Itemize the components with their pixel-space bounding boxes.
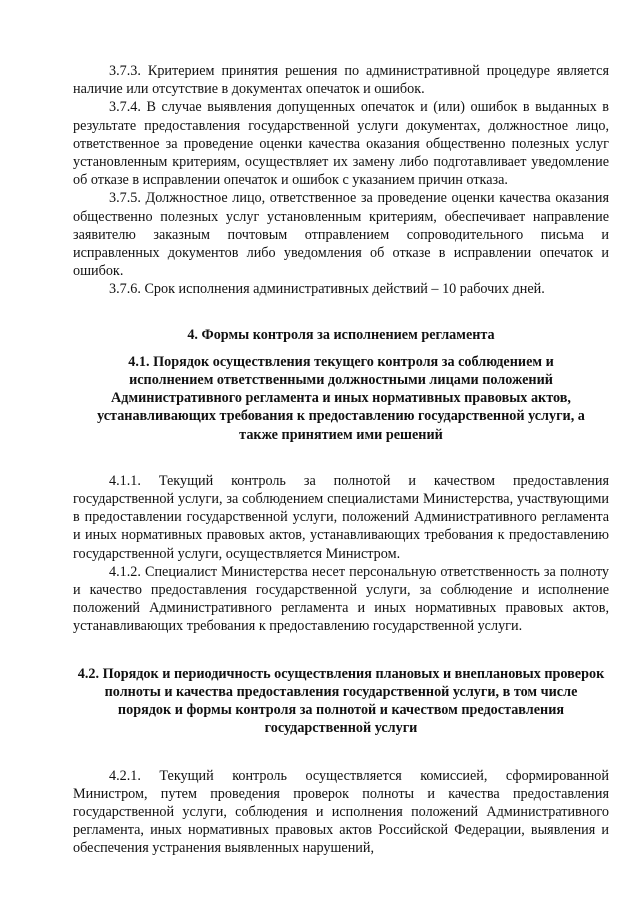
paragraph-3-7-6: 3.7.6. Срок исполнения административных действий – 10 рабочих дней. xyxy=(109,281,545,298)
section-4-heading: 4. Формы контроля за исполнением регламента xyxy=(187,326,495,343)
paragraph-3-7-5: 3.7.5. Должностное лицо, ответственное за проведение оценки качества оказания общественно полезных услуг установленным критериям, обеспечивает направление заявителю заказным почтовым отправлением сопроводительного письма и исправленных документов либо уведомления об отказе в исправлении опечаток и ошибок. xyxy=(73,190,609,280)
paragraph-4-1-2: 4.1.2. Специалист Министерства несет персональную ответственность за полноту и качество предоставления государственной услуги, за соблюдение и исполнение положений Административного регламента и иных нормативных правовых актов, устанавливающих требования к предоставлению государственной услуги. xyxy=(73,563,609,635)
paragraph-3-7-4: 3.7.4. В случае выявления допущенных опечаток и (или) ошибок в выданных в результате предоставления государственной услуги документах, должностное лицо, ответственное за проведение оценки качества оказания общественно полезных услуг установленным критериям, осуществляет их замену либо подготавливает уведомление об отказе в исправлении опечаток и ошибок с указанием причин отказа. xyxy=(73,99,609,189)
subsection-4-1-heading: 4.1. Порядок осуществления текущего контроля за соблюдением и исполнением ответственными должностными лицами положений Административного регламента и иных нормативных правовых актов, устанавливающих требования к предоставлению государственной услуги, а также принятием ими решений xyxy=(97,353,585,443)
document-page xyxy=(73,62,609,858)
paragraph-4-1-1: 4.1.1. Текущий контроль за полнотой и качеством предоставления государственной услуги, за соблюдением специалистами Министерства, участвующими в предоставлении государственной услуги, положений Административного регламента и иных нормативных правовых актов, устанавливающих требования к предоставлению государственной услуги, осуществляется Министром. xyxy=(73,472,609,562)
paragraph-4-2-1: 4.2.1. Текущий контроль осуществляется комиссией, сформированной Министром, путем проведения проверок полноты и качества предоставления государственной услуги, соблюдения и исполнения положений Административного регламента, иных нормативных правовых актов Российской Федерации, выявления и обеспечения устранения выявленных нарушений, xyxy=(73,767,609,857)
subsection-4-2-heading: 4.2. Порядок и периодичность осуществления плановых и внеплановых проверок полноты и качества предоставления государственной услуги, в том числе порядок и формы контроля за полнотой и качеством предоставления государственной услуги xyxy=(77,665,605,737)
paragraph-3-7-3: 3.7.3. Критерием принятия решения по административной процедуре является наличие или отсутствие в документах опечаток и ошибок. xyxy=(73,63,609,98)
